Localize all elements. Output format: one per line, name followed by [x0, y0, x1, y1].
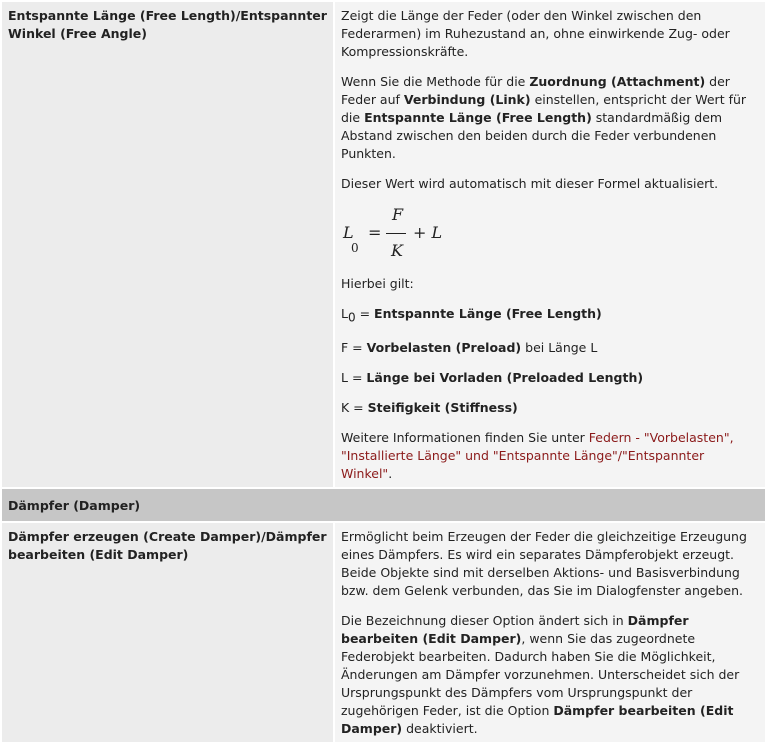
method-text: Wenn Sie die Methode für die Zuordnung (Attachment) der Feder auf Verbindung (Link) einstellen, entspricht der Wert für die Entspannte Länge (Free Length) standardmäßig dem Abstand zwischen den beiden durch die Feder verbundenen Punkten.: [341, 74, 747, 161]
intro-text: Zeigt die Länge der Feder (oder den Winkel zwischen den Federarmen) im Ruhezustand an, ohne einwirkende Zug- oder Kompressionskräfte.: [341, 8, 730, 59]
section-header-damper: Dämpfer (Damper): [2, 489, 765, 521]
param-description: [335, 2, 765, 487]
definition-item: $L_0$ = Entspannte Länge (Free Length): [341, 306, 602, 325]
formula-numerator: F: [392, 205, 404, 224]
auto-update-text: Dieser Wert wird automatisch mit dieser Formel aktualisiert.: [341, 176, 719, 191]
fraction-bar: [386, 233, 406, 234]
definition-item: F = Vorbelasten (Preload) bei Länge L: [341, 339, 598, 355]
param-label: Entspannte Länge (Free Length)/Entspannter Winkel (Free Angle): [2, 2, 333, 487]
free-length-formula: [341, 205, 759, 263]
springs-preload-link[interactable]: Federn - "Vorbelasten", "Installierte Länge" und "Entspannte Länge"/"Entspannter Winkel": [341, 429, 734, 481]
formula-lhs-subscript: 0: [351, 241, 359, 255]
formula-equals: =: [368, 223, 382, 242]
formula-rhs: + L: [413, 223, 443, 242]
definition-item: L = Länge bei Vorladen (Preloaded Length): [341, 369, 644, 385]
param-description: [335, 523, 765, 742]
table-row: [2, 523, 765, 742]
damper-intro-text: Ermöglicht beim Erzeugen der Feder die gleichzeitige Erzeugung eines Dämpfers. Es wird ein separates Dämpferobjekt erzeugt. Beide Objekte sind mit derselben Aktions- und Basisverbindung bzw. dem Gelenk verbunden, das Sie im Dialogfenster angeben.: [341, 528, 747, 598]
more-info-text: Weitere Informationen finden Sie unter Federn - "Vorbelasten", "Installierte Länge" und "Entspannte Länge"/"Entspannter Winkel".: [341, 429, 734, 481]
definition-item: K = Steifigkeit (Stiffness): [341, 399, 518, 415]
damper-edit-text: Die Bezeichnung dieser Option ändert sich in Dämpfer bearbeiten (Edit Damper), wenn Sie das zugeordnete Federobjekt bearbeiten. Dadurch haben Sie die Möglichkeit, Änderungen am Dämpfer vorzunehmen. Unterscheidet sich der Ursprungspunkt des Dämpfers vom Ursprungspunkt der zugehörigen Feder, ist die Option Dämpfer bearbeiten (Edit Damper) deaktiviert.: [341, 612, 740, 736]
section-row: [2, 489, 765, 521]
table-row: [2, 2, 765, 487]
where-text: Hierbei gilt:: [341, 276, 414, 291]
formula-lhs: L: [343, 223, 354, 242]
param-label: Dämpfer erzeugen (Create Damper)/Dämpfer bearbeiten (Edit Damper): [2, 523, 333, 742]
formula-denominator: K: [391, 241, 403, 260]
